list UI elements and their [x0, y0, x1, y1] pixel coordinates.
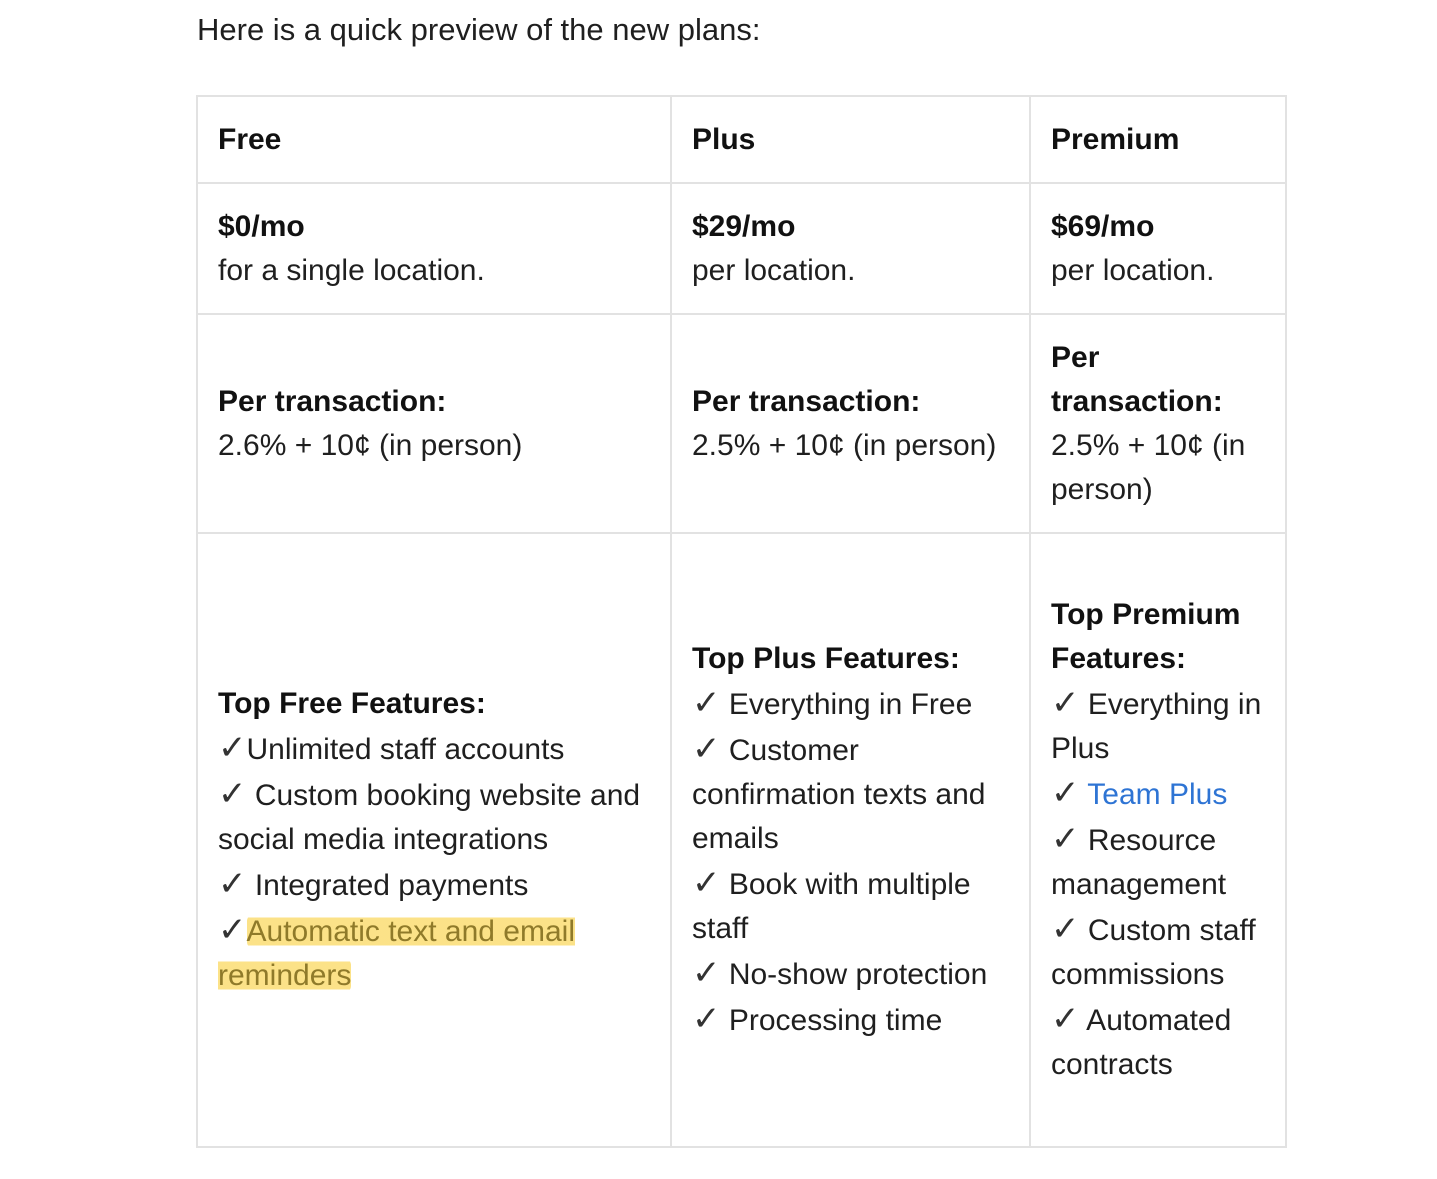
checkmark-icon: ✓: [1051, 774, 1080, 812]
transaction-value: 2.5% + 10¢ (in person): [1051, 428, 1246, 506]
price-cell-free: [197, 183, 671, 314]
transaction-cell-premium: [1030, 314, 1286, 533]
price-note: for a single location.: [218, 253, 485, 287]
feature-item: ✓ Everything in Plus: [1051, 684, 1262, 765]
checkmark-icon: ✓: [1051, 1000, 1080, 1038]
plans-comparison-table: [196, 95, 1287, 1148]
plan-name-row: [197, 96, 1286, 183]
features-row: [197, 533, 1286, 1147]
intro-text: Here is a quick preview of the new plans:: [197, 12, 761, 47]
features-cell-plus: [671, 533, 1030, 1147]
checkmark-icon: ✓: [218, 865, 247, 903]
transaction-value: 2.5% + 10¢ (in person): [692, 428, 997, 462]
feature-item-highlighted: [218, 908, 650, 998]
checkmark-icon: ✓: [1051, 684, 1080, 722]
feature-item: ✓ Integrated payments: [218, 865, 529, 903]
feature-item: ✓ Custom booking website and social media integrations: [218, 775, 641, 856]
price: $69/mo: [1051, 209, 1155, 243]
plan-name-free: Free: [197, 96, 671, 183]
checkmark-icon: ✓: [692, 864, 721, 902]
checkmark-icon: ✓: [218, 775, 247, 813]
team-plus-link[interactable]: Team Plus: [1079, 778, 1228, 811]
checkmark-icon: ✓: [692, 684, 721, 722]
feature-item: ✓ Resource management: [1051, 820, 1227, 901]
features-title: Top Premium Features:: [1051, 598, 1241, 675]
features-cell-free: [197, 533, 671, 1147]
feature-item: ✓ Customer confirmation texts and emails: [692, 730, 986, 855]
price-cell-premium: [1030, 183, 1286, 314]
transaction-row: [197, 314, 1286, 533]
checkmark-icon: ✓: [692, 730, 721, 768]
checkmark-icon: ✓: [1051, 820, 1080, 858]
features-title: Top Plus Features:: [692, 642, 960, 675]
feature-item: ✓ Automated contracts: [1051, 1000, 1232, 1081]
feature-item: ✓ Everything in Free: [692, 684, 973, 722]
price-row: [197, 183, 1286, 314]
plan-name-premium: Premium: [1030, 96, 1286, 183]
checkmark-icon: ✓: [692, 1000, 721, 1038]
checkmark-icon: ✓: [692, 954, 721, 992]
transaction-label: Per transaction:: [218, 384, 447, 418]
transaction-label: Per transaction:: [1051, 340, 1223, 418]
checkmark-icon: ✓: [218, 729, 247, 767]
plan-name-plus: Plus: [671, 96, 1030, 183]
price-note: per location.: [1051, 253, 1215, 287]
price-cell-plus: [671, 183, 1030, 314]
price-note: per location.: [692, 253, 856, 287]
feature-item: ✓ No-show protection: [692, 954, 988, 992]
checkmark-icon: ✓: [218, 911, 247, 949]
transaction-value: 2.6% + 10¢ (in person): [218, 428, 523, 462]
transaction-label: Per transaction:: [692, 384, 921, 418]
price: $0/mo: [218, 209, 305, 243]
price: $29/mo: [692, 209, 796, 243]
feature-item: [1051, 771, 1265, 817]
features-title: Top Free Features:: [218, 687, 486, 720]
feature-item: ✓ Processing time: [692, 1000, 943, 1038]
feature-item: ✓ Custom staff commissions: [1051, 910, 1256, 991]
feature-item: ✓ Book with multiple staff: [692, 864, 971, 945]
highlighter-mark: Automatic text and email reminders: [218, 915, 575, 992]
features-cell-premium: [1030, 533, 1286, 1147]
checkmark-icon: ✓: [1051, 910, 1080, 948]
feature-item: ✓Unlimited staff accounts: [218, 729, 565, 767]
transaction-cell-plus: [671, 314, 1030, 533]
transaction-cell-free: [197, 314, 671, 533]
